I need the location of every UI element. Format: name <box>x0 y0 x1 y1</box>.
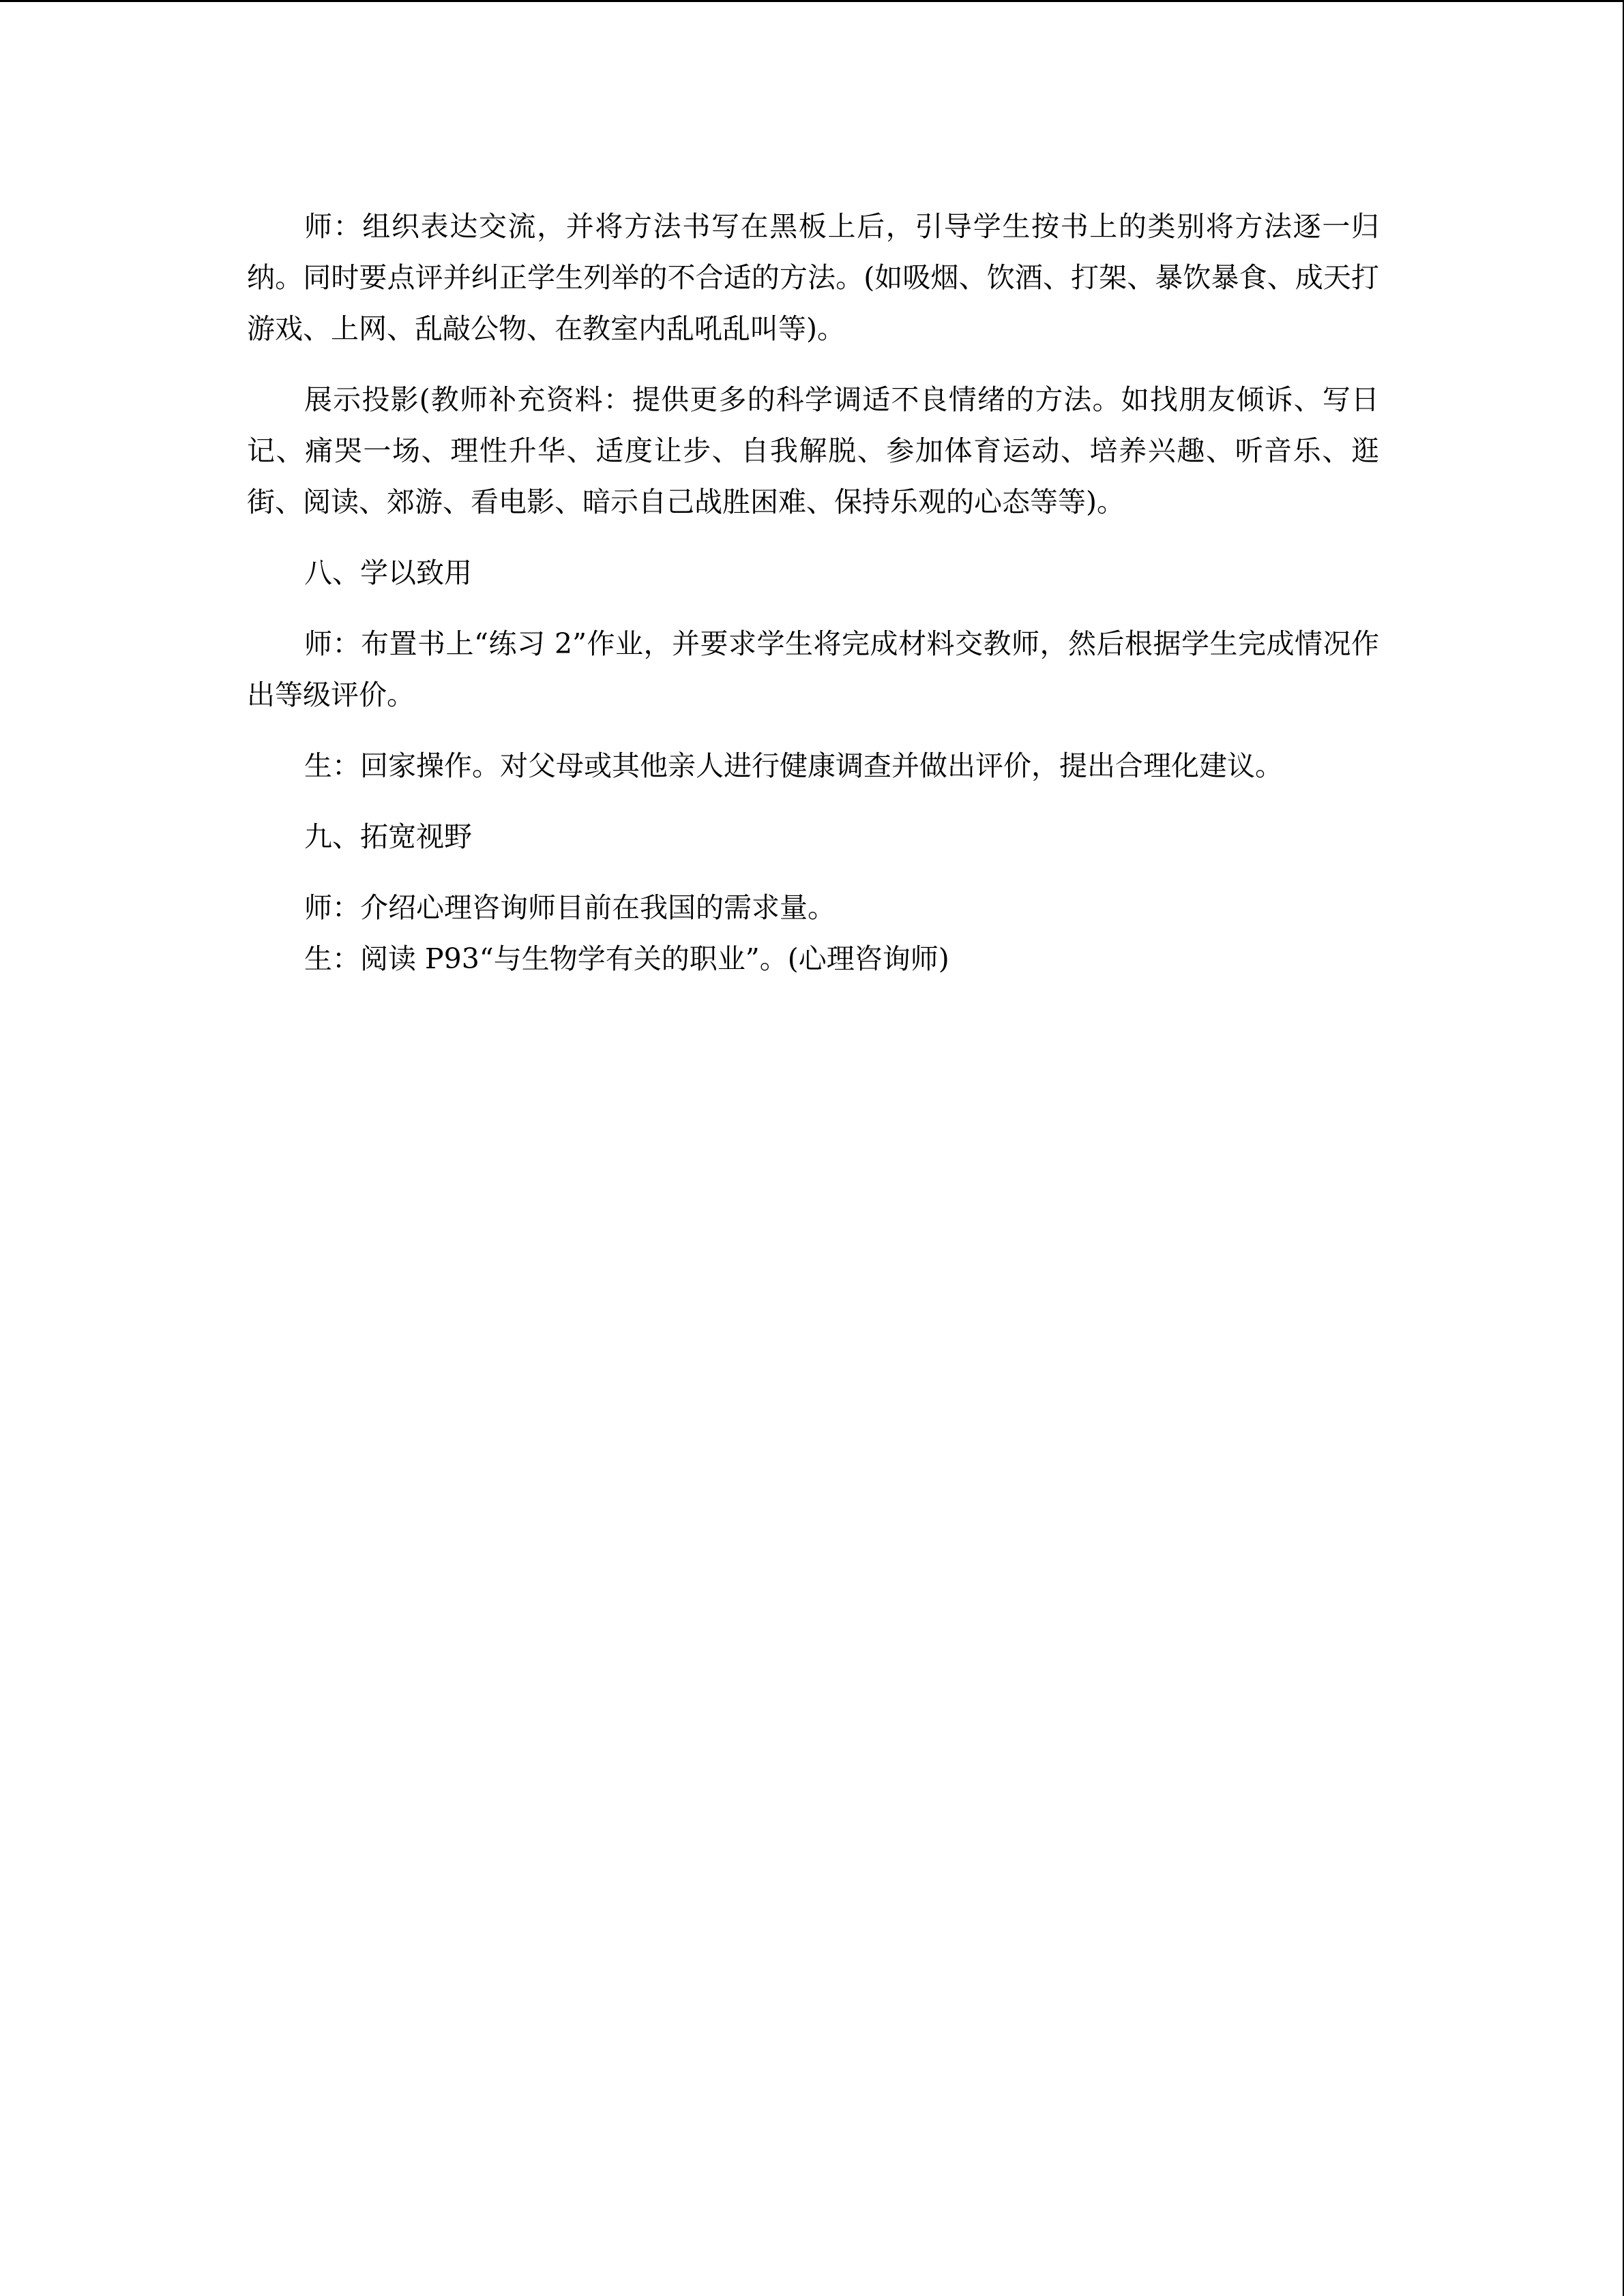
section-heading-apply: 八、学以致用 <box>304 556 472 589</box>
paragraph-teacher-introduce: 师：介绍心理咨询师目前在我国的需求量。 <box>304 891 836 924</box>
paragraph-teacher-organize: 师：组织表达交流，并将方法书写在黑板上后，引导学生按书上的类别将方法逐一归纳。同时要点评并纠正学生列举的不合适的方法。(如吸烟、饮酒、打架、暴饮暴食、成天打游戏、上网、乱敲公物、在教室内乱吼乱叫等)。 <box>247 210 1379 345</box>
paragraph-student-home: 生：回家操作。对父母或其他亲人进行健康调查并做出评价，提出合理化建议。 <box>304 749 1283 782</box>
section-heading-broaden: 九、拓宽视野 <box>304 820 472 853</box>
document-body <box>247 201 1379 985</box>
paragraph-homework: 师：布置书上“练习 2”作业，并要求学生将完成材料交教师，然后根据学生完成情况作出等级评价。 <box>247 627 1379 711</box>
paragraph-student-read: 生：阅读 P93“与生物学有关的职业”。(心理咨询师) <box>304 942 949 975</box>
paragraph-projection: 展示投影(教师补充资料：提供更多的科学调适不良情绪的方法。如找朋友倾诉、写日记、痛哭一场、理性升华、适度让步、自我解脱、参加体育运动、培养兴趣、听音乐、逛街、阅读、郊游、看电影、暗示自己战胜困难、保持乐观的心态等等)。 <box>247 383 1379 518</box>
